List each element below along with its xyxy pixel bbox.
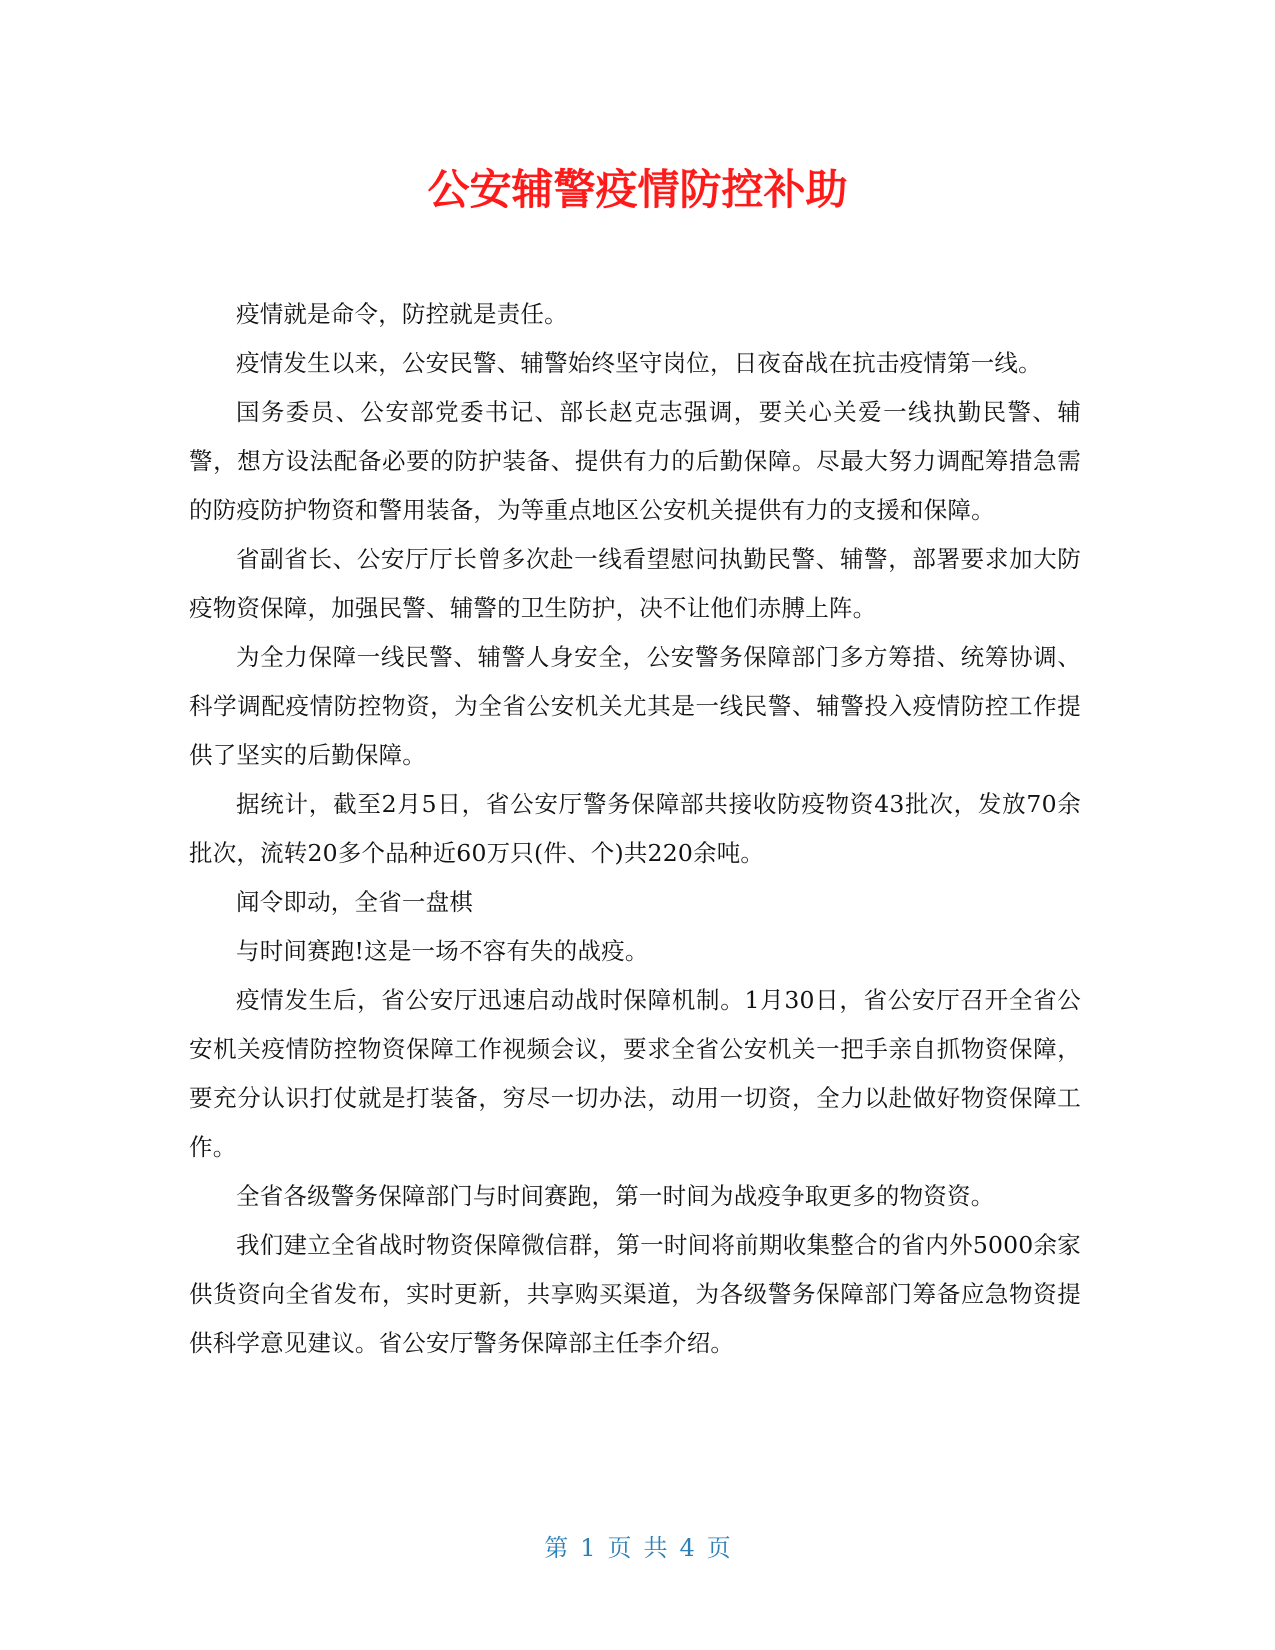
paragraph-9: 疫情发生后，省公安厅迅速启动战时保障机制。1月30日，省公安厅召开全省公安机关疫情防控物资保障工作视频会议，要求全省公安机关一把手亲自抓物资保障，要充分认识打仗就是打装备，穷尽一切办法，动用一切资，全力以赴做好物资保障工作。 bbox=[189, 986, 1081, 1161]
document-title: 公安辅警疫情防控补助 bbox=[427, 165, 848, 214]
paragraph-1: 疫情就是命令，防控就是责任。 bbox=[236, 300, 568, 328]
paragraph-7: 闻令即动，全省一盘棋 bbox=[236, 888, 473, 916]
footer-page-number: 1 bbox=[580, 1534, 596, 1562]
paragraph-10: 全省各级警务保障部门与时间赛跑，第一时间为战疫争取更多的物资资。 bbox=[236, 1182, 995, 1210]
footer-total-word: 页 bbox=[706, 1534, 731, 1562]
paragraph-4: 省副省长、公安厅厅长曾多次赴一线看望慰问执勤民警、辅警，部署要求加大防疫物资保障，加强民警、辅警的卫生防护，决不让他们赤膊上阵。 bbox=[189, 545, 1081, 622]
page-footer bbox=[0, 1528, 1275, 1568]
footer-total-pages: 4 bbox=[679, 1534, 695, 1562]
document-body bbox=[189, 290, 1081, 1368]
footer-total-label: 共 bbox=[643, 1534, 668, 1562]
footer-page-word: 页 bbox=[607, 1534, 632, 1562]
paragraph-3: 国务委员、公安部党委书记、部长赵克志强调，要关心关爱一线执勤民警、辅警，想方设法配备必要的防护装备、提供有力的后勤保障。尽最大努力调配筹措急需的防疫防护物资和警用装备，为等重点地区公安机关提供有力的支援和保障。 bbox=[189, 398, 1081, 524]
paragraph-5: 为全力保障一线民警、辅警人身安全，公安警务保障部门多方筹措、统筹协调、科学调配疫情防控物资，为全省公安机关尤其是一线民警、辅警投入疫情防控工作提供了坚实的后勤保障。 bbox=[189, 643, 1081, 769]
paragraph-2: 疫情发生以来，公安民警、辅警始终坚守岗位，日夜奋战在抗击疫情第一线。 bbox=[236, 349, 1042, 377]
paragraph-11: 我们建立全省战时物资保障微信群，第一时间将前期收集整合的省内外5000余家供货资向全省发布，实时更新，共享购买渠道，为各级警务保障部门筹备应急物资提供科学意见建议。省公安厅警务保障部主任李介绍。 bbox=[189, 1231, 1081, 1357]
paragraph-6: 据统计，截至2月5日，省公安厅警务保障部共接收防疫物资43批次，发放70余批次，流转20多个品种近60万只(件、个)共220余吨。 bbox=[189, 790, 1081, 867]
paragraph-8: 与时间赛跑!这是一场不容有失的战疫。 bbox=[236, 937, 649, 965]
footer-page-label: 第 bbox=[544, 1534, 569, 1562]
